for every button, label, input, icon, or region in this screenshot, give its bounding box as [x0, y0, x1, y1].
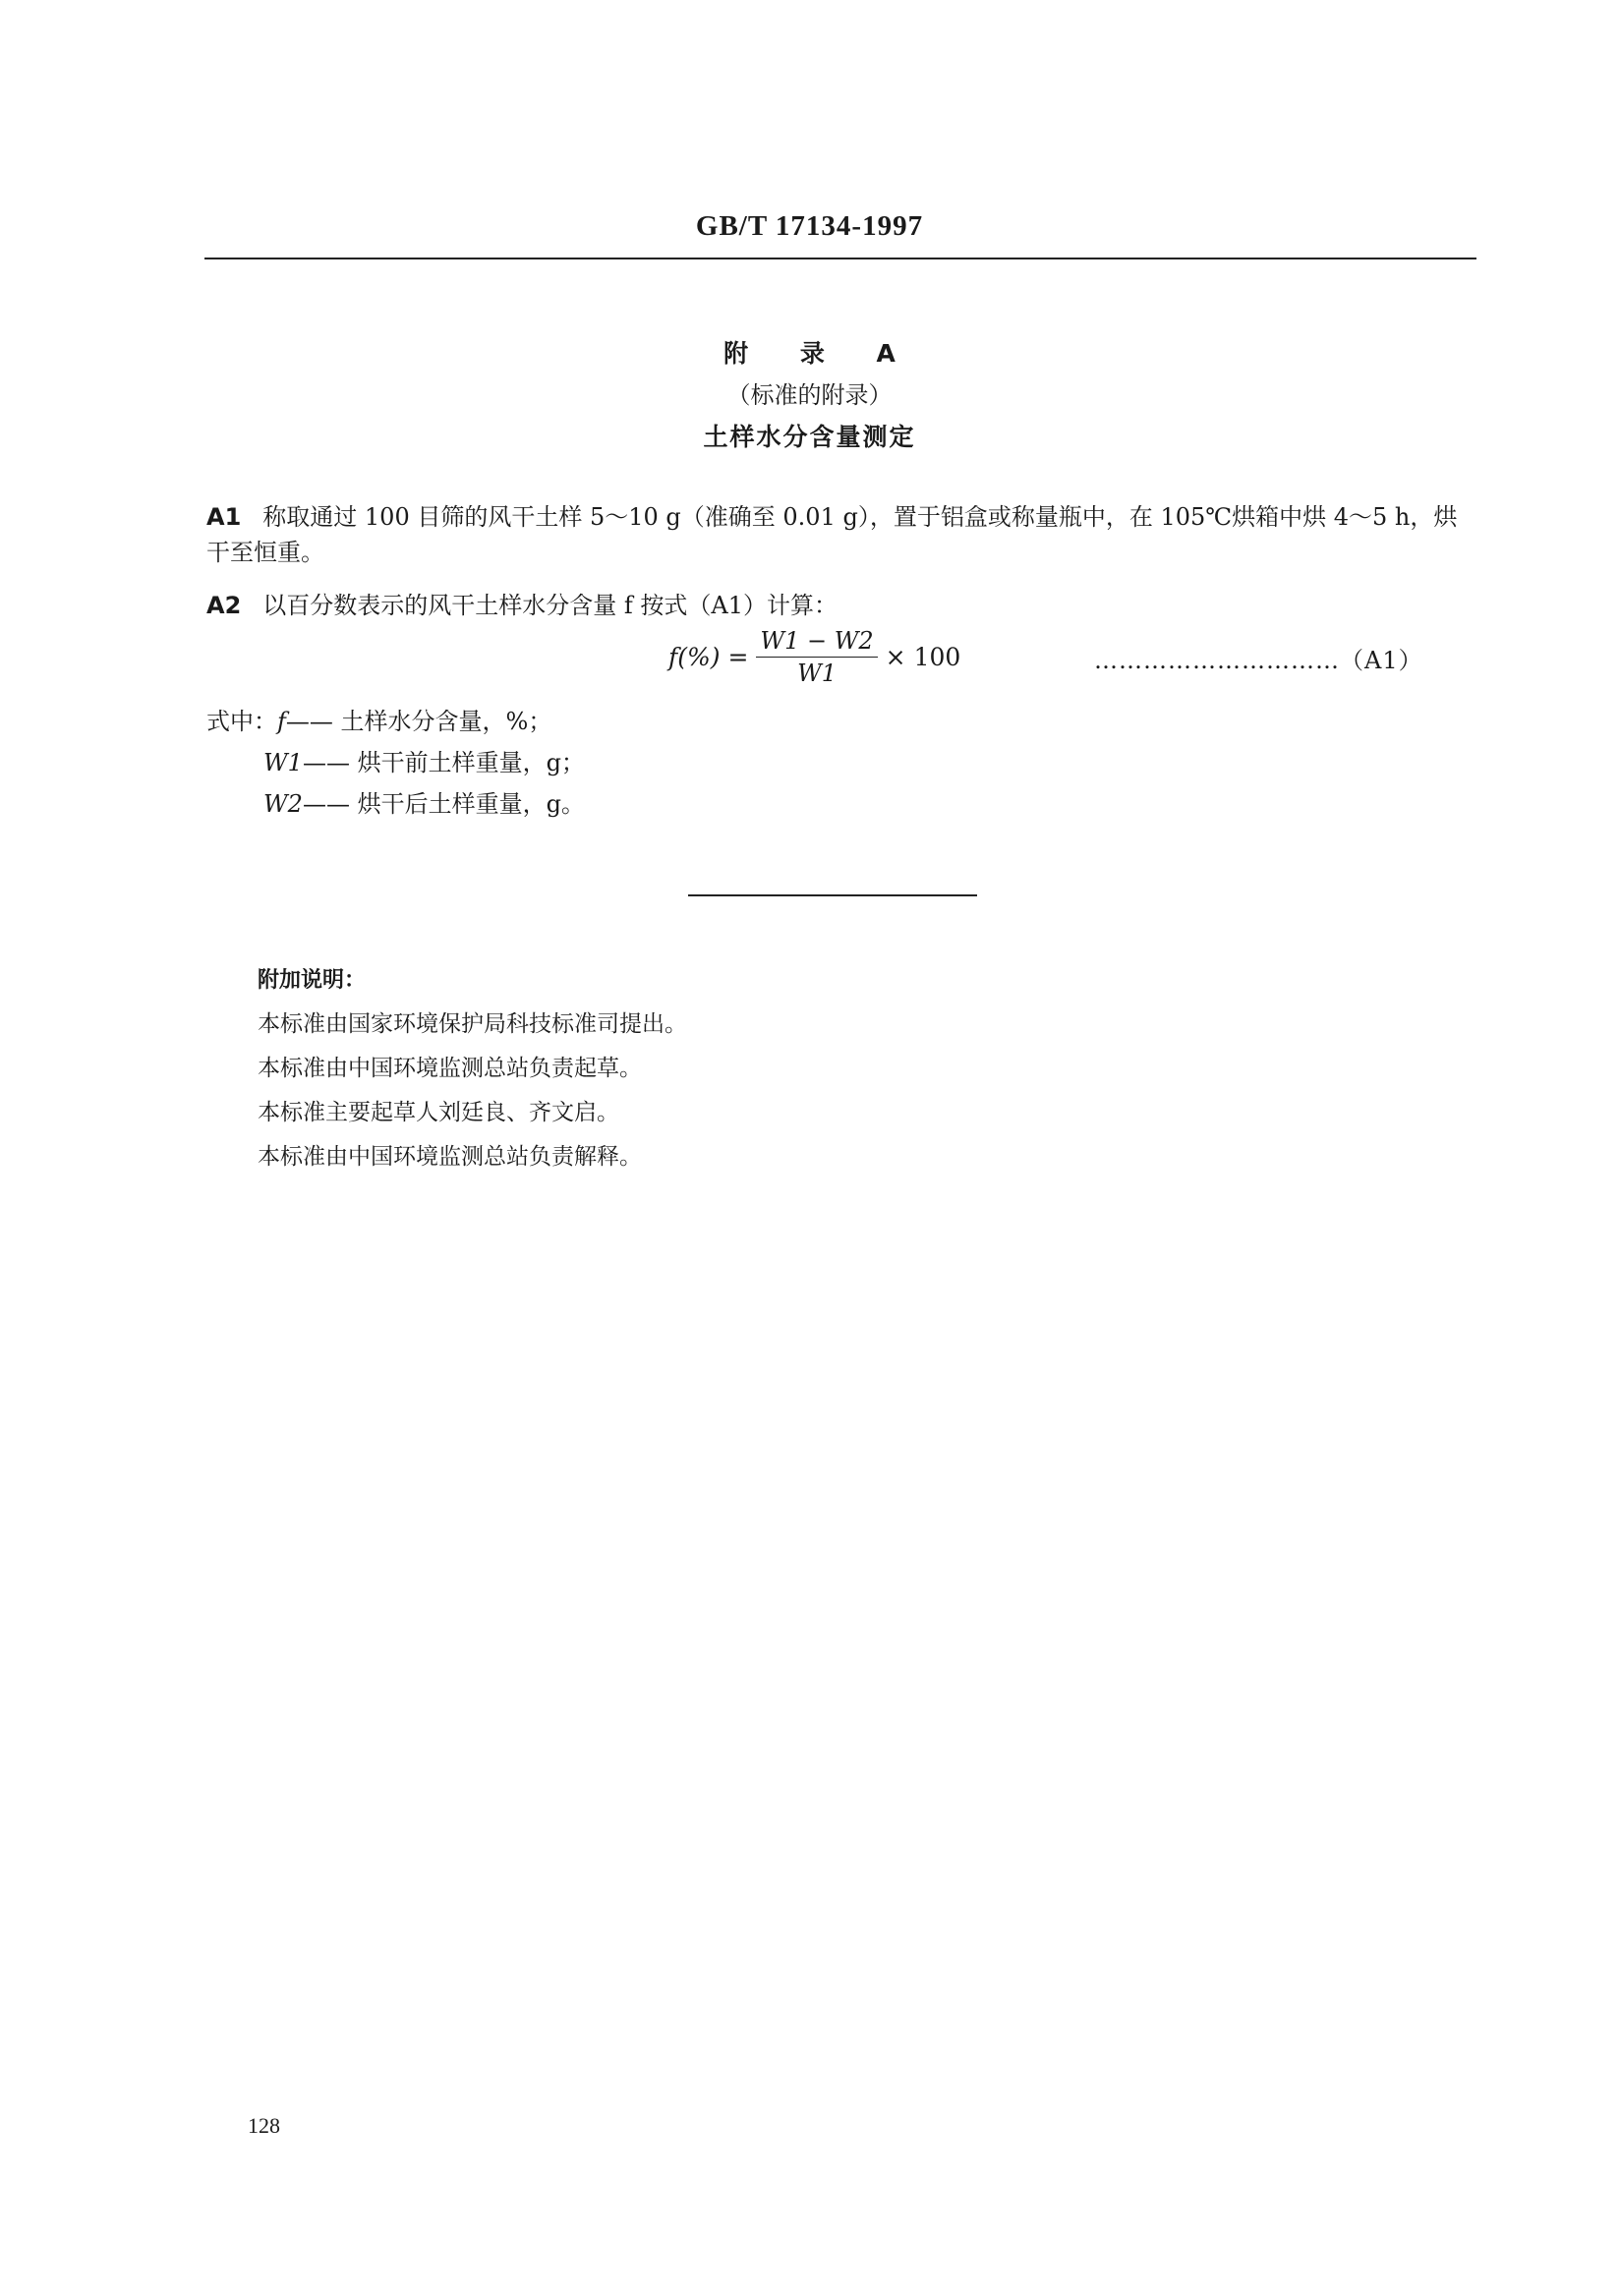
- where-item-w2: [263, 788, 585, 820]
- clause-a2: [206, 588, 1474, 623]
- equation-label: …………………………（A1）: [1094, 647, 1423, 674]
- formula-rhs: × 100: [885, 642, 961, 671]
- clause-text: 称取通过 100 目筛的风干土样 5～10 g（准确至 0.01 g），置于铝盒或称量瓶中，在 105℃烘箱中烘 4～5 h，烘干至恒重。: [206, 503, 1458, 566]
- annex-subtitle: （标准的附录）: [726, 381, 893, 409]
- header-rule: [204, 258, 1476, 259]
- clause-a1: [206, 499, 1474, 570]
- formula-numerator: W1 − W2: [756, 627, 877, 658]
- notes-line: 本标准由国家环境保护局科技标准司提出。: [258, 1011, 687, 1037]
- notes-line: 本标准由中国环境监测总站负责解释。: [258, 1144, 642, 1170]
- where-symbol: f: [277, 708, 286, 735]
- clause-number: A2: [206, 592, 242, 619]
- additional-notes: [258, 958, 687, 1179]
- clause-text: 以百分数表示的风干土样水分含量 f 按式（A1）计算：: [262, 592, 838, 619]
- page-number: 128: [248, 2113, 280, 2138]
- formula-denominator: W1: [797, 659, 838, 687]
- annex-title: 附 录 A: [723, 339, 917, 368]
- where-intro: 式中：: [206, 708, 277, 735]
- formula-a1: [668, 627, 960, 686]
- clause-number: A1: [206, 503, 242, 531]
- where-description: —— 烘干前土样重量，g；: [302, 749, 585, 776]
- end-rule: [688, 894, 977, 896]
- where-description: —— 烘干后土样重量，g。: [302, 790, 585, 818]
- formula-lhs: f(%) =: [668, 642, 749, 671]
- where-symbol: W2: [263, 790, 303, 818]
- standard-number: GB/T 17134-1997: [695, 210, 924, 242]
- notes-line: 本标准由中国环境监测总站负责起草。: [258, 1056, 642, 1081]
- formula-fraction: [756, 627, 877, 687]
- where-item-w1: [263, 747, 585, 778]
- where-description: —— 土样水分含量，%；: [285, 708, 552, 735]
- where-symbol: W1: [263, 749, 303, 776]
- notes-line: 本标准主要起草人刘廷良、齐文启。: [258, 1100, 619, 1125]
- where-item-f: [206, 706, 551, 737]
- annex-heading: 土样水分含量测定: [703, 423, 916, 451]
- notes-title: 附加说明：: [258, 968, 367, 993]
